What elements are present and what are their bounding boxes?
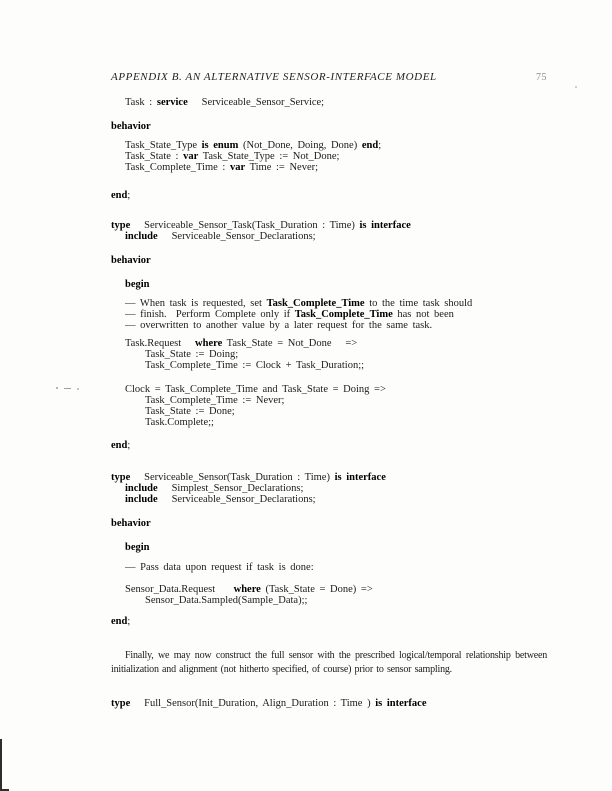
code-text: Serviceable_Sensor_Declarations; — [157, 494, 316, 505]
scan-speck-icon — [56, 387, 58, 389]
code-line — [111, 494, 547, 505]
code-text: Sensor_Data.Request — [125, 584, 234, 595]
code-line — [111, 542, 547, 553]
code-text: Serviceable_Sensor(Task_Duration : Time) — [130, 472, 335, 483]
code-text: Task_State = Not_Done => — [222, 338, 358, 349]
code-listing-closing — [111, 698, 547, 709]
code-text: Task_State := Doing; — [145, 349, 239, 360]
keyword-text: behavior — [111, 518, 151, 529]
keyword-text: behavior — [111, 121, 151, 132]
code-text: Full_Sensor(Init_Duration, Align_Duration : Time ) — [130, 698, 376, 709]
code-text: (Not_Done, Doing, Done) — [238, 140, 362, 151]
code-text: ; — [378, 140, 382, 151]
code-text: ; — [127, 190, 131, 201]
code-line — [111, 338, 547, 349]
keyword-text: type — [111, 698, 131, 709]
code-line — [111, 349, 547, 360]
scan-speck-icon — [77, 388, 79, 390]
keyword-text: where — [233, 584, 261, 595]
keyword-text: include — [125, 483, 158, 494]
code-line — [111, 440, 547, 451]
code-line — [111, 698, 547, 709]
keyword-text: end — [111, 440, 128, 451]
code-text: Simplest_Sensor_Declarations; — [157, 483, 304, 494]
code-line — [111, 140, 547, 151]
scan-speck-icon — [575, 86, 577, 88]
code-text: Task.Complete;; — [145, 417, 214, 428]
code-text: Serviceable_Sensor_Task(Task_Duration : Time) — [130, 220, 360, 231]
code-text: Task_State_Type — [125, 140, 202, 151]
code-line — [111, 121, 547, 132]
code-text: –– Pass data upon request if task is done: — [125, 562, 314, 573]
comment-line — [111, 562, 547, 573]
page-header — [111, 71, 547, 84]
code-text: –– finish. Perform Complete only if — [125, 309, 295, 320]
code-line — [111, 231, 547, 242]
comment-line — [111, 309, 547, 320]
code-line — [111, 255, 547, 266]
code-text: to the time task should — [364, 298, 473, 309]
code-text: Task : — [125, 97, 157, 108]
code-text: ; — [127, 440, 131, 451]
code-text: has not been — [392, 309, 454, 320]
code-line — [111, 595, 547, 606]
code-text: Task_Complete_Time := Never; — [145, 395, 285, 406]
code-text: Sensor_Data.Sampled(Sample_Data);; — [145, 595, 308, 606]
keyword-text: end — [111, 616, 128, 627]
keyword-text: where — [195, 338, 223, 349]
code-line — [111, 279, 547, 290]
keyword-text: service — [156, 97, 188, 108]
comment-line — [111, 320, 547, 331]
keyword-text: begin — [125, 279, 150, 290]
keyword-text: var — [229, 162, 246, 173]
code-line — [111, 518, 547, 529]
code-text: Serviceable_Sensor_Declarations; — [157, 231, 316, 242]
code-line — [111, 472, 547, 483]
keyword-text: end — [111, 190, 128, 201]
body-paragraph: Finally, we may now construct the full sensor with the prescribed logical/temporal relationship between initialization and alignment (not hitherto specified, of course) prior to sensor sampling. — [111, 650, 547, 675]
code-text: Task_State := Done; — [145, 406, 235, 417]
code-text: –– When task is requested, set — [125, 298, 267, 309]
keyword-text: is interface — [359, 220, 411, 231]
code-text: Task_State : — [125, 151, 184, 162]
scan-dash-artifact — [64, 388, 71, 389]
code-text: Task_State_Type := Not_Done; — [198, 151, 340, 162]
code-text: ; — [127, 616, 131, 627]
code-text: Serviceable_Sensor_Service; — [187, 97, 325, 108]
code-text: Task_Complete_Time : — [125, 162, 230, 173]
code-text: –– overwritten to another value by a later request for the same task. — [125, 320, 433, 331]
keyword-text: var — [183, 151, 199, 162]
code-text: Task_Complete_Time := Clock + Task_Duration;; — [145, 360, 365, 371]
code-line — [111, 584, 547, 595]
code-line — [111, 616, 547, 627]
keyword-text: behavior — [111, 255, 151, 266]
comment-line — [111, 298, 547, 309]
page-content — [111, 71, 547, 709]
keyword-text: Task_Complete_Time — [294, 309, 393, 320]
page-number: 75 — [536, 72, 547, 83]
code-line — [111, 406, 547, 417]
code-line — [111, 417, 547, 428]
code-text: Clock = Task_Complete_Time and Task_State = Doing => — [125, 384, 386, 395]
code-line — [111, 483, 547, 494]
keyword-text: is interface — [334, 472, 386, 483]
code-line — [111, 162, 547, 173]
code-line — [111, 395, 547, 406]
code-line — [111, 220, 547, 231]
code-text: (Task_State = Done) => — [260, 584, 373, 595]
keyword-text: is enum — [201, 140, 239, 151]
scan-edge-artifact — [0, 739, 2, 791]
keyword-text: include — [125, 494, 158, 505]
keyword-text: end — [361, 140, 379, 151]
code-line — [111, 360, 547, 371]
keyword-text: Task_Complete_Time — [266, 298, 365, 309]
code-line — [111, 190, 547, 201]
keyword-text: include — [125, 231, 158, 242]
code-line — [111, 151, 547, 162]
keyword-text: begin — [125, 542, 150, 553]
code-text: Task.Request — [125, 338, 196, 349]
code-line — [111, 384, 547, 395]
code-listing-main — [111, 97, 547, 627]
keyword-text: type — [111, 472, 131, 483]
keyword-text: is interface — [375, 698, 427, 709]
running-title: APPENDIX B. AN ALTERNATIVE SENSOR-INTERFACE MODEL — [111, 71, 437, 83]
keyword-text: type — [111, 220, 131, 231]
code-text: Time := Never; — [245, 162, 319, 173]
code-line — [111, 97, 547, 108]
